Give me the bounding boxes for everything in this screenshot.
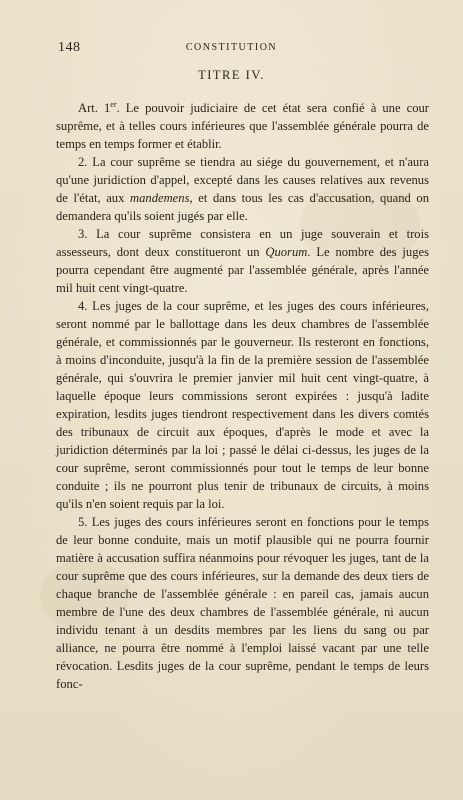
article-5 [56,513,429,693]
article-2-italic: mandemens [130,191,190,206]
body-text [56,96,429,693]
running-header [58,40,405,56]
article-3-italic: Quorum [265,245,308,260]
article-5-text: 5. Les juges des cours inférieures seront en fonctions pour le temps de leur bonne conduite, mais un motif plausible qui ne pourra fournir matière à accusation suffira néanmoins pour révoquer les juges, tant de la cour suprême que des cours inférieures, sur la demande des deux tiers de chaque branche de l'assemblée générale : en pareil cas, jamais aucun membre de l'une des deux chambres de l'assemblée générale, ni aucun individu tenant à un desdits membres par les liens du sang ou par alliance, ne pourra être nommé à l'emploi laissé vacant par une telle révocation. Lesdits juges de la cour suprême, pendant le temps de leurs fonc- [56,515,429,692]
article-4-text: 4. Les juges de la cour suprême, et les juges des cours inférieures, seront nommé par le ballottage dans les deux chambres de l'assemblée générale, et commissionnés par le gouverneur. Ils resteront en fonctions, à moins d'inconduite, jusqu'à la fin de la première session de l'assemblée générale, qui s'ouvrira le premier janvier mil huit cent vingt-quatre, à laquelle époque leurs commissions seront expirées : jusqu'à ladite expiration, lesdits juges tiendront respectivement dans les divers comtés des tribunaux de circuit aux époques, d'après le mode et avec la juridiction déterminés par la loi ; passé le délai ci-dessus, les juges de la cour suprême, seront commissionnés pour tout le temps de leur bonne conduite ; ils ne pourront plus tenir de tribunaux de circuits, à moins qu'ils n'en soient requis par la loi. [56,299,429,512]
article-2 [56,153,429,225]
article-1-superscript: er [110,100,117,109]
article-1-lead: Art. 1 [78,101,111,116]
article-1-text: . Le pouvoir judiciaire de cet état sera confié à une cour suprême, et à telles cours inférieures que l'assemblée générale pourra de temps en temps former et établir. [56,101,429,152]
article-3-text-after: . Le nombre des juges pourra cependant être augmenté par l'assemblée générale, après l'année mil huit cent vingt-quatre. [56,245,429,296]
article-2-text-before: 2. La cour suprême se tiendra au siége du gouvernement, et n'aura qu'une juridiction d'appel, excepté dans les causes relatives aux revenus de l'état, aux [56,155,429,206]
article-1 [56,96,429,153]
article-3 [56,225,429,297]
article-4 [56,297,429,513]
page-number: 148 [58,40,81,55]
chapter-title: TITRE IV. [198,68,265,82]
running-title: CONSTITUTION [185,42,278,53]
article-3-text-before: 3. La cour suprême consistera en un juge souverain et trois assesseurs, dont deux constitueront un [56,227,429,260]
article-2-text-after: , et dans tous les cas d'accusation, quand on demandera qu'ils soient jugés par elle. [56,191,430,224]
